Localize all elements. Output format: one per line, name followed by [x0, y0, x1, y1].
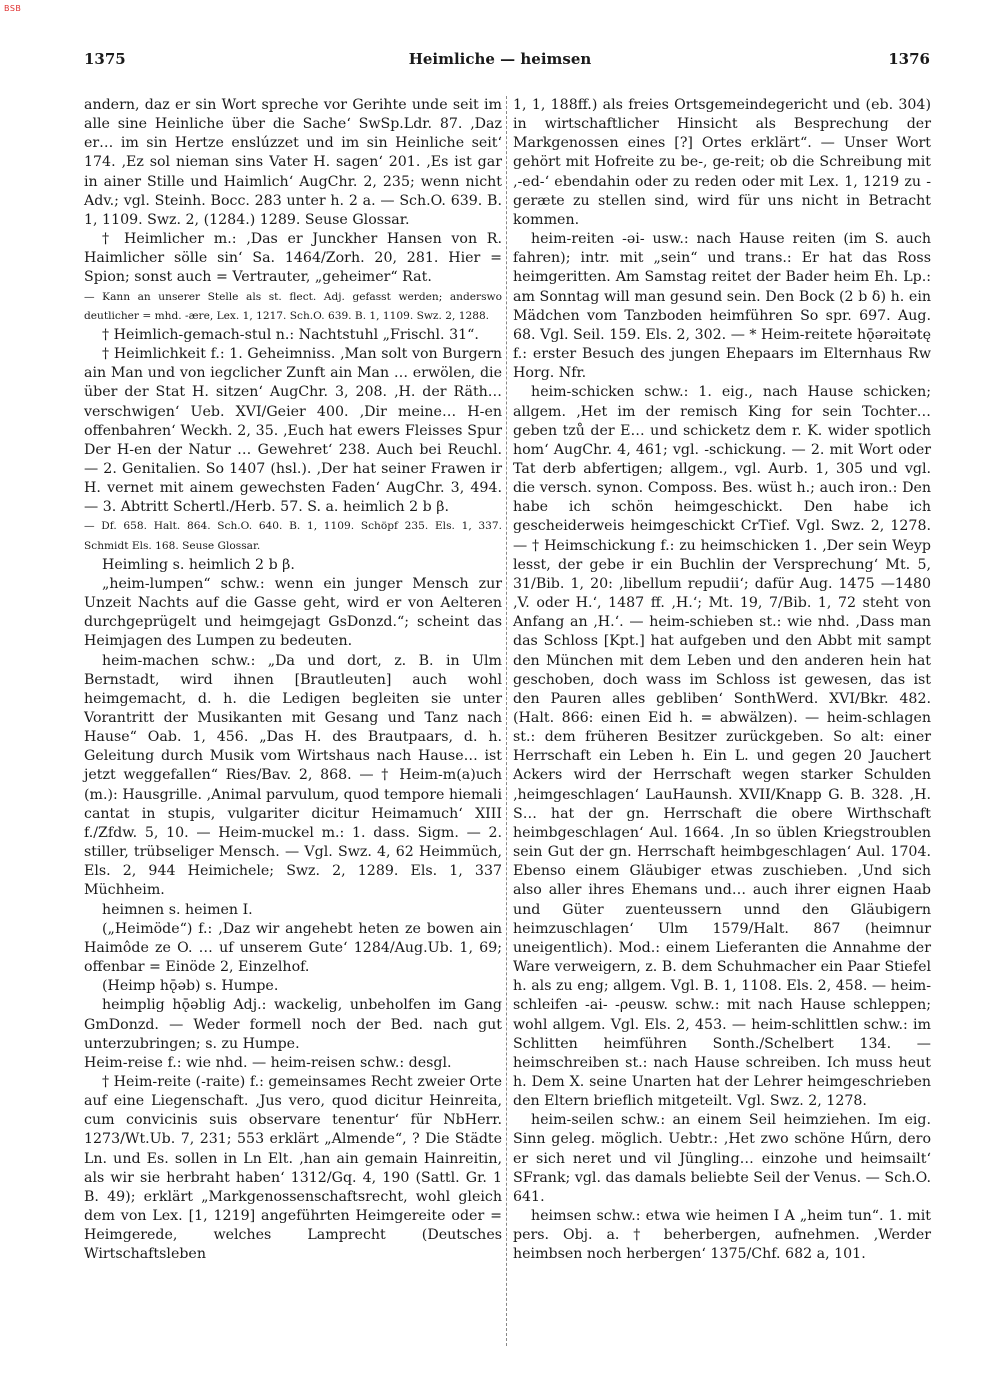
running-head: Heimliche — heimsen: [408, 50, 592, 68]
page-number-left: 1375: [84, 50, 126, 68]
dictionary-paragraph: heim-reiten -əi- usw.: nach Hause reiten (im S. auch fahren); intr. mit „sein“ und trans.: Er hat das Ross heimgeritten. Am Samstag reitet der Bader heim Eh. Lp.: am Sonntag will man gesund sein. Den Bock (2 b δ) h. ein Mädchen vom Tanzboden heimführen So spr. 697. Aug. 68. Vgl. Seil. 159. Els. 2, 302. — * Heim-reitete hǭərəitətę f.: erster Besuch des jungen Ehepaars im Elternhaus Rw Horg. Nfr.: [513, 231, 931, 382]
dictionary-paragraph: † Heimlicher m.: ‚Das er Junckher Hansen von R. Haimlicher sölle sin‘ Sa. 1464/Zorh. 20, 281. Hier = Spion; sonst auch = Vertrauter, „geheimer“ Rat.: [84, 231, 502, 286]
left-column: [84, 96, 502, 1265]
dictionary-paragraph: heimplig hǭəblig Adj.: wackelig, unbeholfen im Gang GmDonzd. — Weder formell noch der Bed. nach gut unterzubringen; s. zu Humpe.: [84, 997, 502, 1052]
dictionary-paragraph: („Heimöde“) f.: ‚Daz wir angehebt heten ze bowen ain Haimôde ze O. … uf unserem Gute‘ 1284/Aug.Ub. 1, 69; offenbar = Einöde 2, Einzelhof.: [84, 920, 502, 976]
dictionary-paragraph: andern, daz er sin Wort spreche vor Gerihte unde seit im alle sine Heinliche über die Sache‘ SwSp.Ldr. 87. ‚Daz er… im sin Hertze enslúzzet und im sin Heinliche seit‘ 174. ‚Ez sol nieman sins Vater H. sagen‘ 201. ‚Es ist gar in ainer Stille und Haimlich‘ AugChr. 2, 235; wenn nicht Adv.; vgl. Steinh. Bocc. 283 unter h. 2 a. — Sch.O. 639. B. 1, 1109. Swz. 2, (1284.) 1289. Seuse Glossar.: [84, 97, 502, 228]
dictionary-paragraph: 1, 1, 188ff.) als freies Ortsgemeindegericht und (eb. 304) in wirtschaftlicher Hinsicht als Besprechung der Markgenossen eines [?] Ortes erklärt“. — Unser Wort gehört mit Hofreite zu be-, ge-reit; ob die Schreibung mit ‚-ed-‘ ebendahin oder zu reden oder mit Lex. 1, 1219 zu -geræte zu stellen sind, wird für uns nicht in Betracht kommen.: [513, 97, 931, 228]
dictionary-paragraph: Heim-reise f.: wie nhd. — heim-reisen schw.: desgl.: [84, 1054, 452, 1071]
dictionary-paragraph: † Heim-reite (-raite) f.: gemeinsames Recht zweier Orte auf eine Liegenschaft. ‚Jus vero, quod dicitur Heinreita, cum convicinis suis observare tenentur‘ für NbHerr. 1273/Wt.Ub. 7, 231; 553 erklärt „Almende“, ? Die Städte Ln. und Es. sollen in Ln Elt. ‚han ain gemain Hainreitin, als wir sie herbraht haben‘ 1312/Gq. 4, 190 (Sattl. Gr. 1 B. 49); erklärt „Markgenossenschaftsrecht, wohl gleich dem von Lex. [1, 1219] angeführten Heimgereite oder = Heimgerede, welches Lamprecht (Deutsches Wirtschaftsleben: [84, 1073, 502, 1263]
dictionary-paragraph: — Df. 658. Halt. 864. Sch.O. 640. B. 1, 1109. Schöpf 235. Els. 1, 337. Schmidt Els. 168. Seuse Glossar.: [84, 520, 502, 552]
library-stamp: BSB: [4, 4, 22, 13]
dictionary-paragraph: † Heimlichkeit f.: 1. Geheimniss. ‚Man solt von Burgern ain Man und von iegclicher Zunft ain Man … erwölen, die über der Stat H. sitzen‘ AugChr. 3, 208. ‚H. der Räth… verschwigen‘ Ueb. XVI/Geier 400. ‚Dir meine… H-en offenbahren‘ Weckh. 2, 35. ‚Euch hat ewers Fleisses Spur Der H-en der Natur … Gewehret‘ 238. Auch bei Reuchl. — 2. Genitalien. So 1407 (hsl.). ‚Der hat seiner Frawen ir H. vernet mit ainem gewechsten Faden‘ AugChr. 3, 494. — 3. Abtritt Schertl./Herb. 57. S. a. heimlich 2 b β.: [84, 346, 502, 516]
dictionary-paragraph: — Kann an unserer Stelle als st. flect. Adj. gefasst werden; anderswo deutlicher = mhd. -ære, Lex. 1, 1217. Sch.O. 639. B. 1, 1109. Swz. 2, 1288.: [84, 290, 502, 322]
dictionary-paragraph: heim-schicken schw.: 1. eig., nach Hause schicken; allgem. ‚Het im der remisch King for sein Tochter… geben tzů der E… und schicketz dem r. K. wider spotlich hom‘ AugChr. 4, 461; vgl. -schickung. — 2. mit Wort oder Tat derb abfertigen; allgem., vgl. Aurb. 1, 305 und vgl. die versch. synon. Composs. Bes. wüst h.; auch iron.: Den habe ich schön heimgeschickt. Den habe ich gescheiderweis heimgeschickt CrTief. Vgl. Swz. 2, 1278. — † Heimschickung f.: zu heimschicken 1. ‚Der sein Weyp lesst, der gebe ir ein Buchlin der Versprechung‘ Mt. 5, 31/Bib. 1, 20: ‚libellum repudii‘; dafür Aug. 1475 —1480 ‚V. oder H.‘, 1487 ff. ‚H.‘; Mt. 19, 7/Bib. 1, 72 steht von Anfang an ‚H.‘. — heim-schieben st.: wie nhd. ‚Dass man das Schloss [Kpt.] hat aufgeben und den Abbt mit sampt den München mit dem Leben und den anderen hein hat geschoben, doch wass im Schloss ist gewesen, das ist den Pauren alles gebliben‘ SonthWerd. XVI/Bkr. 482. (Halt. 866: einen Eid h. = abwälzen). — heim-schlagen st.: dem früheren Besitzer zurückgeben. So alt: einer Herrschaft ein Leben h. Ein L. und gegen 20 Jauchert Ackers wird der Herrschaft wegen starker Schulden ‚heimgeschlagen‘ LauHaunsh. XVII/Knapp G. B. 328. ‚H. S… hat der gn. Herrschaft die obere Wirthschaft heimbgeschlagen‘ Aul. 1664. ‚In so üblen Kriegstroublen sein Gut der gn. Herrschaft heimbgeschlagen‘ Aul. 1704. Ebenso einem Gläubiger etwas zuschieben. ‚Und sich also aller ihres Ehemans und… auch ihrer eignen Haab und Güter zuenteussern unnd den Gläubigern heimzuschlagen‘ Ulm 1579/Halt. 867 (heimnur uneigentlich). Mod.: einem Lieferanten die Annahme der Ware verweigern, z. B. dem Schuhmacher ein Paar Stiefel h. als zu eng; allgem. Vgl. B. 1, 1108. Els. 2, 458. — heim-schleifen -ai- -ρeusw. schw.: mit nach Hause schleppen; wohl allgem. Vgl. Els. 2, 453. — heim-schlittlen schw.: im Schlitten heimführen Sonth./Schelbert 134. — heimschreiben st.: nach Hause schreiben. Ich muss heut h. Dem X. seine Unarten hat der Lehrer heimgeschrieben den Eltern brieflich mitgeteilt. Vgl. Swz. 2, 1278.: [513, 384, 931, 1110]
right-column: [513, 96, 931, 1265]
dictionary-paragraph: heim-machen schw.: „Da und dort, z. B. in Ulm Bernstadt, wird ihnen [Brautleuten] auch wohl heimgemacht, d. h. die Ledigen begleiten sie unter Vorantritt der Musikanten mit Gesang und Tanz nach Hause“ Oab. 1, 456. „Das H. des Brautpaars, d. h. Geleitung durch Musik vom Wirtshaus nach Hause… ist jetzt weggefallen“ Ries/Bav. 2, 868. — † Heim-m(a)uch (m.): Hausgrille. ‚Animal parvulum, quod tempore hiemali cantat in stupis, vulgariter dicitur Heimamuch‘ XIII f./Zfdw. 5, 10. — Heim-muckel m.: 1. dass. Sigm. — 2. stiller, trübseliger Mensch. — Vgl. Swz. 4, 62 Heimmüch, Els. 2, 944 Heimichele; Swz. 2, 1289. Els. 1, 337 Müchheim.: [84, 652, 502, 899]
column-divider: [506, 96, 507, 1346]
dictionary-paragraph: (Heimp hǭəb) s. Humpe.: [102, 978, 279, 995]
dictionary-paragraph: heim-seilen schw.: an einem Seil heimziehen. Im eig. Sinn geleg. möglich. Uebtr.: ‚Het zwo schöne Hűrn, dero er sich neret und vil Jüngling… einzohe und heimsailt‘ SFrank; vgl. das damals beliebte Seil der Venus. — Sch.O. 641.: [513, 1112, 931, 1205]
dictionary-paragraph: Heimling s. heimlich 2 b β.: [102, 556, 295, 573]
dictionary-paragraph: heimsen schw.: etwa wie heimen I A „heim tun“. 1. mit pers. Obj. a. † beherbergen, aufnehmen. ‚Werder heimbsen noch herbergen‘ 1375/Chf. 682 a, 101.: [513, 1208, 931, 1263]
dictionary-paragraph: † Heimlich-gemach-stul n.: Nachtstuhl „Frischl. 31“.: [102, 326, 479, 343]
page-number-right: 1376: [888, 50, 930, 68]
dictionary-paragraph: heimnen s. heimen I.: [102, 901, 253, 918]
dictionary-paragraph: „heim-lumpen“ schw.: wenn ein junger Mensch zur Unzeit Nachts auf die Gasse geht, wird er von Aelteren durchgeprügelt und heimgejagt GsDonzd.“; scheint das Heimjagen des Lumpen zu bedeuten.: [84, 575, 502, 650]
